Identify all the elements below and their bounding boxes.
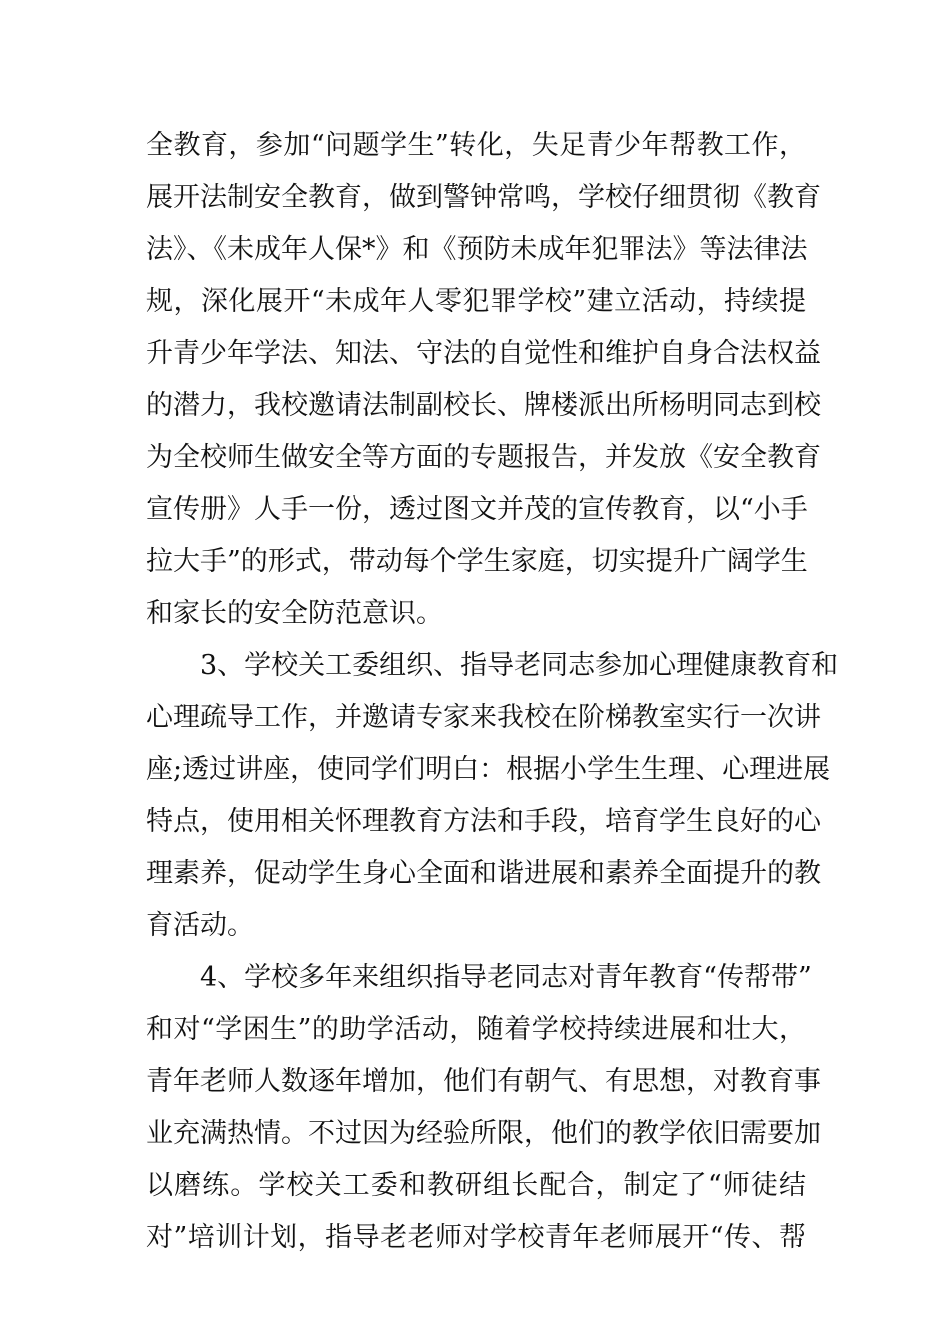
text-line: 育活动。 [146, 910, 254, 941]
paragraph-3-first-line: 3、学校关工委组织、指导老同志参加心理健康教育和 [200, 650, 839, 681]
text-line: 对”培训计划，指导老老师对学校青年老师展开“传、帮 [146, 1222, 806, 1253]
text-line: 和家长的安全防范意识。 [146, 598, 443, 629]
text-line: 青年老师人数逐年增加，他们有朝气、有思想，对教育事 [146, 1066, 821, 1097]
text-line: 座;透过讲座，使同学们明白：根据小学生生理、心理进展 [146, 754, 831, 785]
text-line: 拉大手”的形式，带动每个学生家庭，切实提升广阔学生 [146, 546, 808, 577]
document-body [146, 126, 839, 1270]
text-line: 宣传册》人手一份，透过图文并茂的宣传教育，以“小手 [146, 494, 808, 525]
text-line: 特点，使用相关怀理教育方法和手段，培育学生良好的心 [146, 806, 821, 837]
text-line: 业充满热情。不过因为经验所限，他们的教学依旧需要加 [146, 1118, 821, 1149]
text-line: 全教育，参加“问题学生”转化，失足青少年帮教工作， [146, 130, 806, 161]
text-line: 以磨练。学校关工委和教研组长配合，制定了“师徒结 [146, 1170, 806, 1201]
text-line: 展开法制安全教育，做到警钟常鸣，学校仔细贯彻《教育 [146, 182, 821, 213]
paragraph-4-first-line: 4、学校多年来组织指导老同志对青年教育“传帮带” [200, 962, 812, 993]
text-line: 心理疏导工作，并邀请专家来我校在阶梯教室实行一次讲 [146, 702, 821, 733]
text-line: 和对“学困生”的助学活动，随着学校持续进展和壮大， [146, 1014, 806, 1045]
text-line: 为全校师生做安全等方面的专题报告，并发放《安全教育 [146, 442, 821, 473]
text-line: 法》、《未成年人保*》和《预防未成年犯罪法》等法律法 [146, 234, 808, 265]
text-line: 升青少年学法、知法、守法的自觉性和维护自身合法权益 [146, 338, 821, 369]
text-line: 的潜力，我校邀请法制副校长、牌楼派出所杨明同志到校 [146, 390, 821, 421]
text-line: 规，深化展开“未成年人零犯罪学校”建立活动，持续提 [146, 286, 806, 317]
text-line: 理素养，促动学生身心全面和谐进展和素养全面提升的教 [146, 858, 821, 889]
